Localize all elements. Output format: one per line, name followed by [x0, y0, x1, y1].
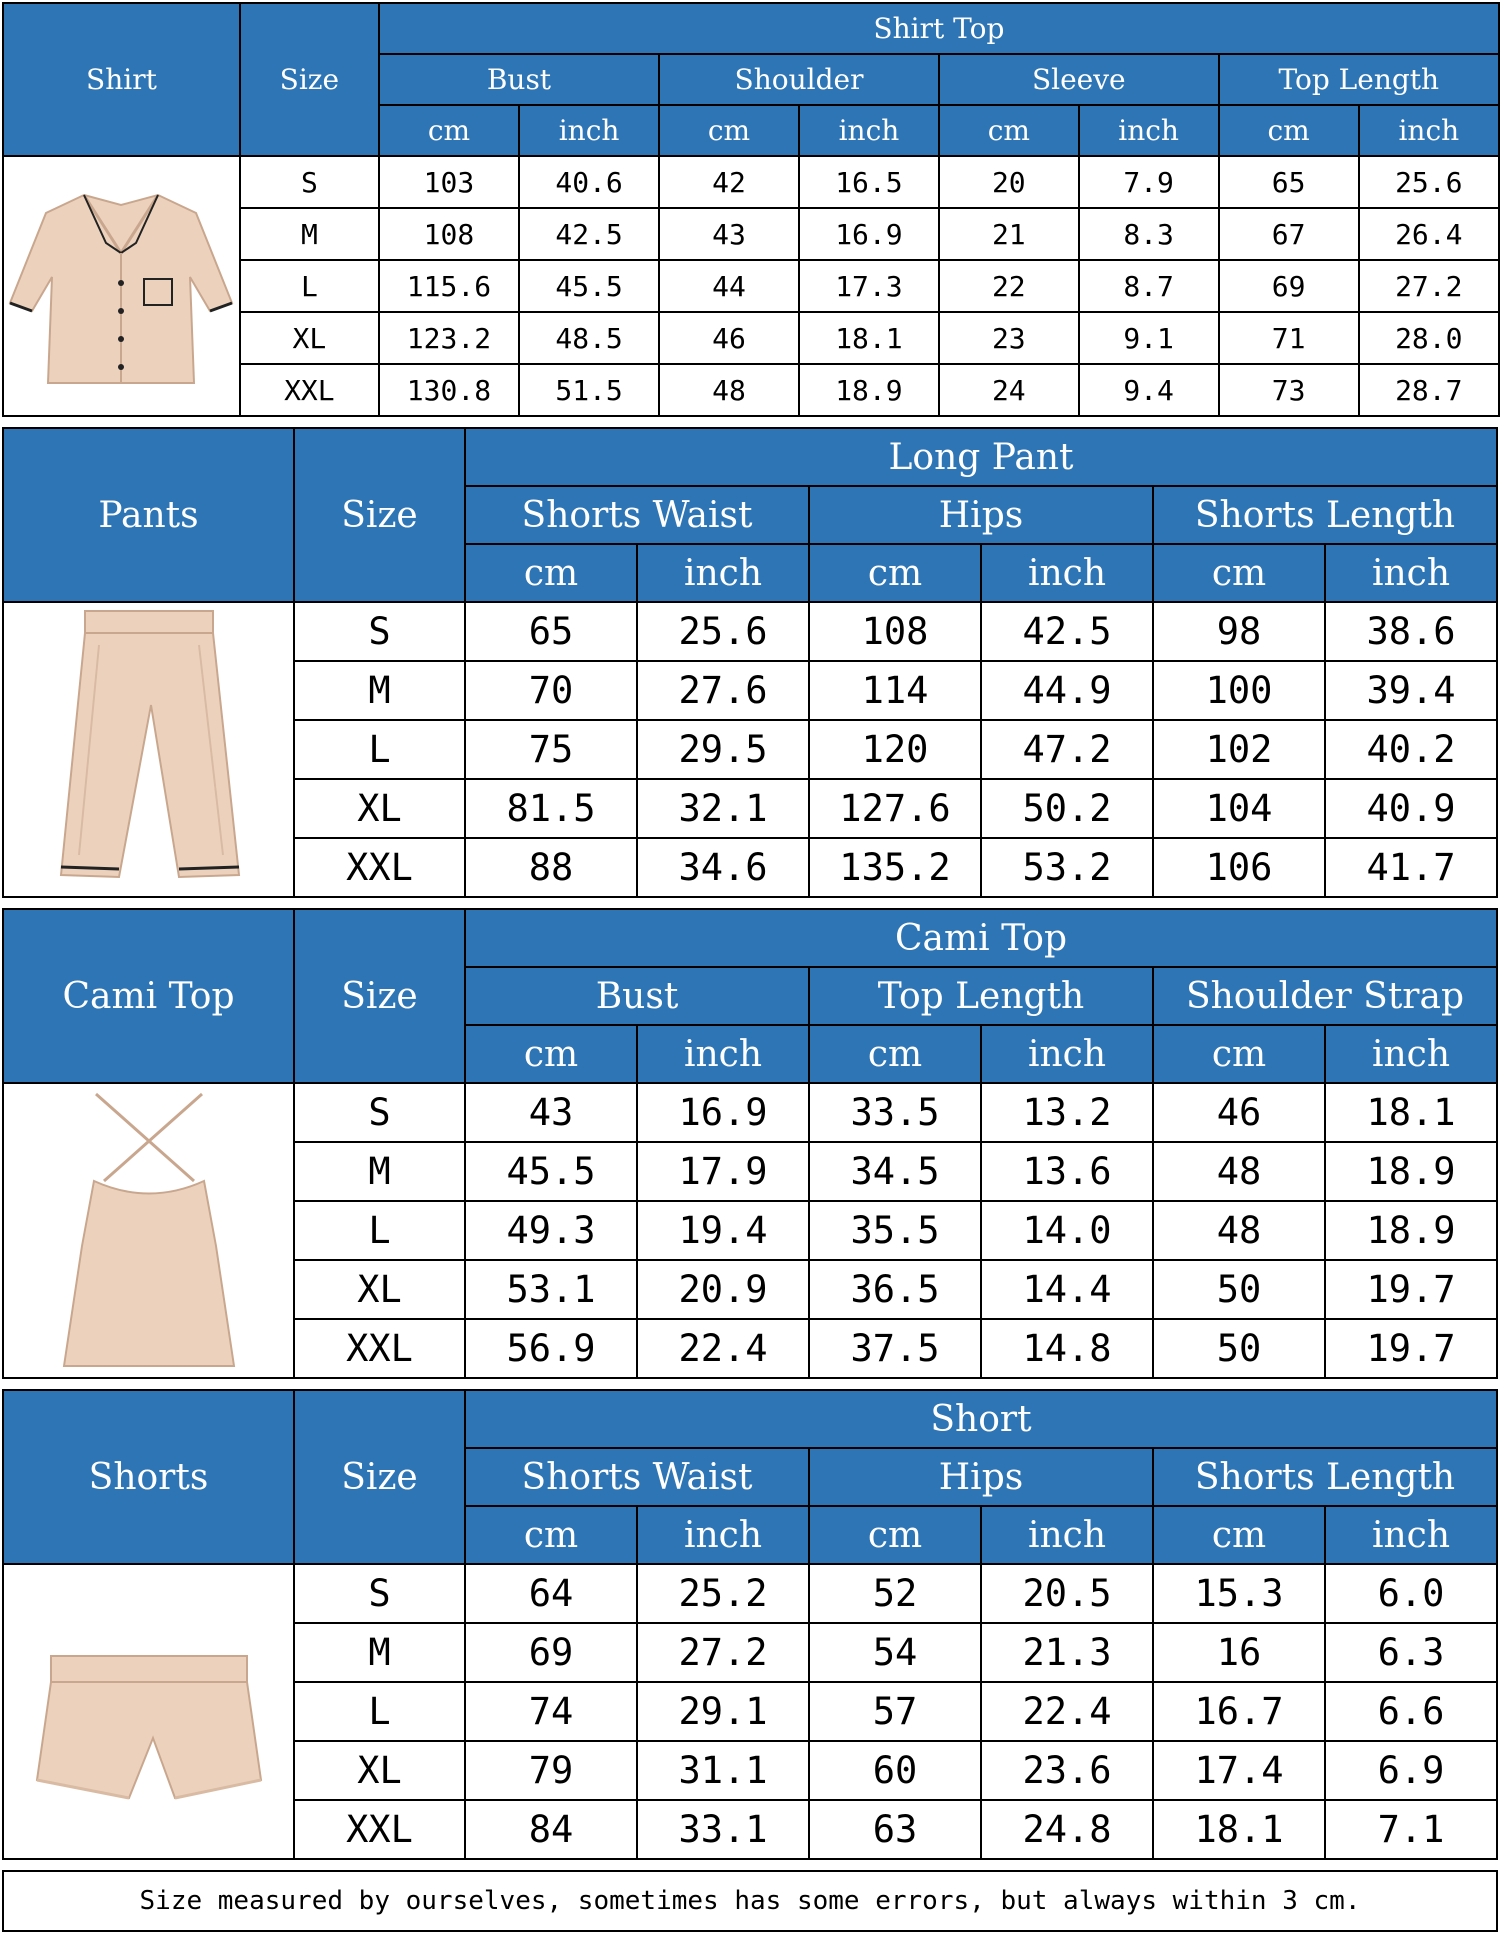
- unit-header-cm: cm: [659, 105, 799, 156]
- unit-header-inch: inch: [981, 544, 1153, 602]
- measure-header: Shoulder Strap: [1153, 967, 1497, 1025]
- unit-header-inch: inch: [1079, 105, 1219, 156]
- inch-value-cell: 51.5: [519, 364, 659, 416]
- cm-value-cell: 65: [1219, 156, 1359, 208]
- measurement-note-text: Size measured by ourselves, sometimes has some errors, but always within 3 cm.: [139, 1886, 1361, 1916]
- size-cell: XXL: [294, 838, 465, 897]
- table-row: [3, 1083, 1497, 1142]
- cm-value-cell: 16: [1153, 1623, 1325, 1682]
- inch-value-cell: 18.1: [1325, 1083, 1497, 1142]
- size-cell: L: [240, 260, 379, 312]
- cm-value-cell: 123.2: [379, 312, 519, 364]
- cm-value-cell: 84: [465, 1800, 637, 1859]
- inch-value-cell: 18.9: [1325, 1142, 1497, 1201]
- cm-value-cell: 44: [659, 260, 799, 312]
- shirt-group-title: Shirt Top: [379, 3, 1499, 54]
- unit-header-cm: cm: [809, 1506, 981, 1564]
- inch-value-cell: 17.9: [637, 1142, 809, 1201]
- shirt-size-table: [2, 2, 1500, 417]
- inch-value-cell: 25.6: [637, 602, 809, 661]
- unit-header-cm: cm: [465, 1025, 637, 1083]
- cm-value-cell: 63: [809, 1800, 981, 1859]
- measure-header: Top Length: [809, 967, 1153, 1025]
- unit-header-cm: cm: [1153, 544, 1325, 602]
- shorts-photo: [29, 1612, 269, 1812]
- inch-value-cell: 7.9: [1079, 156, 1219, 208]
- unit-header-cm: cm: [809, 1025, 981, 1083]
- cm-value-cell: 69: [1219, 260, 1359, 312]
- pants-photo: [39, 605, 259, 895]
- unit-header-cm: cm: [465, 1506, 637, 1564]
- cm-value-cell: 20: [939, 156, 1079, 208]
- cm-value-cell: 48: [659, 364, 799, 416]
- size-cell: L: [294, 720, 465, 779]
- cm-value-cell: 88: [465, 838, 637, 897]
- cm-value-cell: 98: [1153, 602, 1325, 661]
- cm-value-cell: 65: [465, 602, 637, 661]
- unit-header-inch: inch: [519, 105, 659, 156]
- measure-header: Shorts Waist: [465, 1448, 809, 1506]
- inch-value-cell: 26.4: [1359, 208, 1499, 260]
- inch-value-cell: 40.6: [519, 156, 659, 208]
- inch-value-cell: 20.5: [981, 1564, 1153, 1623]
- size-cell: L: [294, 1201, 465, 1260]
- cami-top-photo: [3, 1083, 294, 1378]
- size-cell: XL: [294, 1741, 465, 1800]
- cm-value-cell: 73: [1219, 364, 1359, 416]
- cm-value-cell: 114: [809, 661, 981, 720]
- inch-value-cell: 18.1: [799, 312, 939, 364]
- unit-header-cm: cm: [1153, 1506, 1325, 1564]
- cm-value-cell: 57: [809, 1682, 981, 1741]
- unit-header-inch: inch: [637, 1506, 809, 1564]
- pants-group-title: Long Pant: [465, 428, 1497, 486]
- cm-value-cell: 106: [1153, 838, 1325, 897]
- measure-header: Shoulder: [659, 54, 939, 105]
- cm-value-cell: 43: [465, 1083, 637, 1142]
- cm-value-cell: 43: [659, 208, 799, 260]
- cm-value-cell: 17.4: [1153, 1741, 1325, 1800]
- inch-value-cell: 53.2: [981, 838, 1153, 897]
- table-row: [3, 1564, 1497, 1623]
- table-row: [3, 156, 1499, 208]
- cm-value-cell: 100: [1153, 661, 1325, 720]
- cm-value-cell: 37.5: [809, 1319, 981, 1378]
- shorts-column-label: Shorts: [3, 1390, 294, 1564]
- inch-value-cell: 16.9: [637, 1083, 809, 1142]
- inch-value-cell: 27.2: [637, 1623, 809, 1682]
- size-cell: M: [294, 1623, 465, 1682]
- inch-value-cell: 6.6: [1325, 1682, 1497, 1741]
- inch-value-cell: 25.2: [637, 1564, 809, 1623]
- size-cell: XXL: [294, 1800, 465, 1859]
- cm-value-cell: 22: [939, 260, 1079, 312]
- cm-value-cell: 33.5: [809, 1083, 981, 1142]
- inch-value-cell: 13.6: [981, 1142, 1153, 1201]
- shorts-size-header: Size: [294, 1390, 465, 1564]
- unit-header-cm: cm: [1153, 1025, 1325, 1083]
- inch-value-cell: 24.8: [981, 1800, 1153, 1859]
- cm-value-cell: 102: [1153, 720, 1325, 779]
- unit-header-inch: inch: [1325, 1025, 1497, 1083]
- inch-value-cell: 19.7: [1325, 1260, 1497, 1319]
- cm-value-cell: 81.5: [465, 779, 637, 838]
- cm-value-cell: 120: [809, 720, 981, 779]
- inch-value-cell: 7.1: [1325, 1800, 1497, 1859]
- inch-value-cell: 41.7: [1325, 838, 1497, 897]
- inch-value-cell: 31.1: [637, 1741, 809, 1800]
- cm-value-cell: 50: [1153, 1319, 1325, 1378]
- cm-value-cell: 108: [809, 602, 981, 661]
- shirt-photo: [3, 156, 240, 416]
- inch-value-cell: 6.3: [1325, 1623, 1497, 1682]
- cm-value-cell: 49.3: [465, 1201, 637, 1260]
- inch-value-cell: 27.2: [1359, 260, 1499, 312]
- measure-header: Hips: [809, 486, 1153, 544]
- size-cell: M: [294, 661, 465, 720]
- inch-value-cell: 18.9: [799, 364, 939, 416]
- inch-value-cell: 28.7: [1359, 364, 1499, 416]
- cm-value-cell: 48: [1153, 1142, 1325, 1201]
- inch-value-cell: 27.6: [637, 661, 809, 720]
- pants-photo: [3, 602, 294, 897]
- inch-value-cell: 9.1: [1079, 312, 1219, 364]
- measurement-note: [2, 1870, 1498, 1932]
- inch-value-cell: 21.3: [981, 1623, 1153, 1682]
- cm-value-cell: 18.1: [1153, 1800, 1325, 1859]
- inch-value-cell: 29.5: [637, 720, 809, 779]
- cami-size-header: Size: [294, 909, 465, 1083]
- cm-value-cell: 79: [465, 1741, 637, 1800]
- inch-value-cell: 32.1: [637, 779, 809, 838]
- inch-value-cell: 28.0: [1359, 312, 1499, 364]
- unit-header-inch: inch: [637, 1025, 809, 1083]
- cm-value-cell: 50: [1153, 1260, 1325, 1319]
- measure-header: Bust: [379, 54, 659, 105]
- inch-value-cell: 38.6: [1325, 602, 1497, 661]
- cami-column-label: Cami Top: [3, 909, 294, 1083]
- inch-value-cell: 34.6: [637, 838, 809, 897]
- cm-value-cell: 64: [465, 1564, 637, 1623]
- unit-header-inch: inch: [799, 105, 939, 156]
- shirt-photo: [6, 183, 236, 389]
- cm-value-cell: 34.5: [809, 1142, 981, 1201]
- size-cell: XL: [240, 312, 379, 364]
- cm-value-cell: 36.5: [809, 1260, 981, 1319]
- unit-header-cm: cm: [809, 544, 981, 602]
- cm-value-cell: 67: [1219, 208, 1359, 260]
- inch-value-cell: 48.5: [519, 312, 659, 364]
- unit-header-inch: inch: [1325, 1506, 1497, 1564]
- cm-value-cell: 103: [379, 156, 519, 208]
- shorts-group-title: Short: [465, 1390, 1497, 1448]
- inch-value-cell: 19.7: [1325, 1319, 1497, 1378]
- cm-value-cell: 70: [465, 661, 637, 720]
- inch-value-cell: 17.3: [799, 260, 939, 312]
- size-cell: M: [294, 1142, 465, 1201]
- cm-value-cell: 74: [465, 1682, 637, 1741]
- size-cell: XXL: [240, 364, 379, 416]
- unit-header-inch: inch: [1325, 544, 1497, 602]
- inch-value-cell: 22.4: [981, 1682, 1153, 1741]
- inch-value-cell: 8.7: [1079, 260, 1219, 312]
- cm-value-cell: 135.2: [809, 838, 981, 897]
- shirt-size-header: Size: [240, 3, 379, 156]
- shorts-photo: [3, 1564, 294, 1859]
- unit-header-cm: cm: [939, 105, 1079, 156]
- inch-value-cell: 9.4: [1079, 364, 1219, 416]
- unit-header-cm: cm: [1219, 105, 1359, 156]
- cm-value-cell: 54: [809, 1623, 981, 1682]
- inch-value-cell: 50.2: [981, 779, 1153, 838]
- cm-value-cell: 52: [809, 1564, 981, 1623]
- unit-header-inch: inch: [981, 1025, 1153, 1083]
- cami-top-photo: [44, 1086, 254, 1376]
- shirt-column-label: Shirt: [3, 3, 240, 156]
- inch-value-cell: 14.4: [981, 1260, 1153, 1319]
- inch-value-cell: 16.5: [799, 156, 939, 208]
- pants-size-table: [2, 427, 1498, 898]
- cm-value-cell: 24: [939, 364, 1079, 416]
- cm-value-cell: 69: [465, 1623, 637, 1682]
- cm-value-cell: 21: [939, 208, 1079, 260]
- measure-header: Hips: [809, 1448, 1153, 1506]
- unit-header-cm: cm: [379, 105, 519, 156]
- unit-header-inch: inch: [637, 544, 809, 602]
- inch-value-cell: 8.3: [1079, 208, 1219, 260]
- size-cell: S: [294, 602, 465, 661]
- inch-value-cell: 44.9: [981, 661, 1153, 720]
- inch-value-cell: 29.1: [637, 1682, 809, 1741]
- size-cell: S: [294, 1083, 465, 1142]
- cm-value-cell: 35.5: [809, 1201, 981, 1260]
- cm-value-cell: 75: [465, 720, 637, 779]
- inch-value-cell: 25.6: [1359, 156, 1499, 208]
- measure-header: Bust: [465, 967, 809, 1025]
- cm-value-cell: 130.8: [379, 364, 519, 416]
- cm-value-cell: 45.5: [465, 1142, 637, 1201]
- shorts-size-table: [2, 1389, 1498, 1860]
- cm-value-cell: 48: [1153, 1201, 1325, 1260]
- unit-header-inch: inch: [1359, 105, 1499, 156]
- size-cell: XL: [294, 1260, 465, 1319]
- cm-value-cell: 56.9: [465, 1319, 637, 1378]
- size-cell: M: [240, 208, 379, 260]
- inch-value-cell: 40.2: [1325, 720, 1497, 779]
- inch-value-cell: 42.5: [981, 602, 1153, 661]
- measure-header: Shorts Length: [1153, 486, 1497, 544]
- inch-value-cell: 14.0: [981, 1201, 1153, 1260]
- inch-value-cell: 22.4: [637, 1319, 809, 1378]
- inch-value-cell: 6.9: [1325, 1741, 1497, 1800]
- size-cell: S: [240, 156, 379, 208]
- measure-header: Sleeve: [939, 54, 1219, 105]
- cami-group-title: Cami Top: [465, 909, 1497, 967]
- inch-value-cell: 45.5: [519, 260, 659, 312]
- inch-value-cell: 47.2: [981, 720, 1153, 779]
- measure-header: Shorts Waist: [465, 486, 809, 544]
- inch-value-cell: 14.8: [981, 1319, 1153, 1378]
- inch-value-cell: 39.4: [1325, 661, 1497, 720]
- cm-value-cell: 71: [1219, 312, 1359, 364]
- cm-value-cell: 108: [379, 208, 519, 260]
- size-cell: S: [294, 1564, 465, 1623]
- cm-value-cell: 16.7: [1153, 1682, 1325, 1741]
- inch-value-cell: 18.9: [1325, 1201, 1497, 1260]
- measure-header: Top Length: [1219, 54, 1499, 105]
- unit-header-cm: cm: [465, 544, 637, 602]
- pants-size-header: Size: [294, 428, 465, 602]
- inch-value-cell: 23.6: [981, 1741, 1153, 1800]
- inch-value-cell: 13.2: [981, 1083, 1153, 1142]
- size-cell: L: [294, 1682, 465, 1741]
- cm-value-cell: 46: [1153, 1083, 1325, 1142]
- cm-value-cell: 53.1: [465, 1260, 637, 1319]
- cm-value-cell: 115.6: [379, 260, 519, 312]
- cm-value-cell: 104: [1153, 779, 1325, 838]
- size-cell: XXL: [294, 1319, 465, 1378]
- cm-value-cell: 127.6: [809, 779, 981, 838]
- inch-value-cell: 42.5: [519, 208, 659, 260]
- pants-column-label: Pants: [3, 428, 294, 602]
- inch-value-cell: 33.1: [637, 1800, 809, 1859]
- measure-header: Shorts Length: [1153, 1448, 1497, 1506]
- cm-value-cell: 42: [659, 156, 799, 208]
- inch-value-cell: 16.9: [799, 208, 939, 260]
- inch-value-cell: 6.0: [1325, 1564, 1497, 1623]
- cm-value-cell: 23: [939, 312, 1079, 364]
- inch-value-cell: 40.9: [1325, 779, 1497, 838]
- cm-value-cell: 46: [659, 312, 799, 364]
- cm-value-cell: 60: [809, 1741, 981, 1800]
- inch-value-cell: 20.9: [637, 1260, 809, 1319]
- cm-value-cell: 15.3: [1153, 1564, 1325, 1623]
- table-row: [3, 602, 1497, 661]
- size-cell: XL: [294, 779, 465, 838]
- unit-header-inch: inch: [981, 1506, 1153, 1564]
- inch-value-cell: 19.4: [637, 1201, 809, 1260]
- cami-size-table: [2, 908, 1498, 1379]
